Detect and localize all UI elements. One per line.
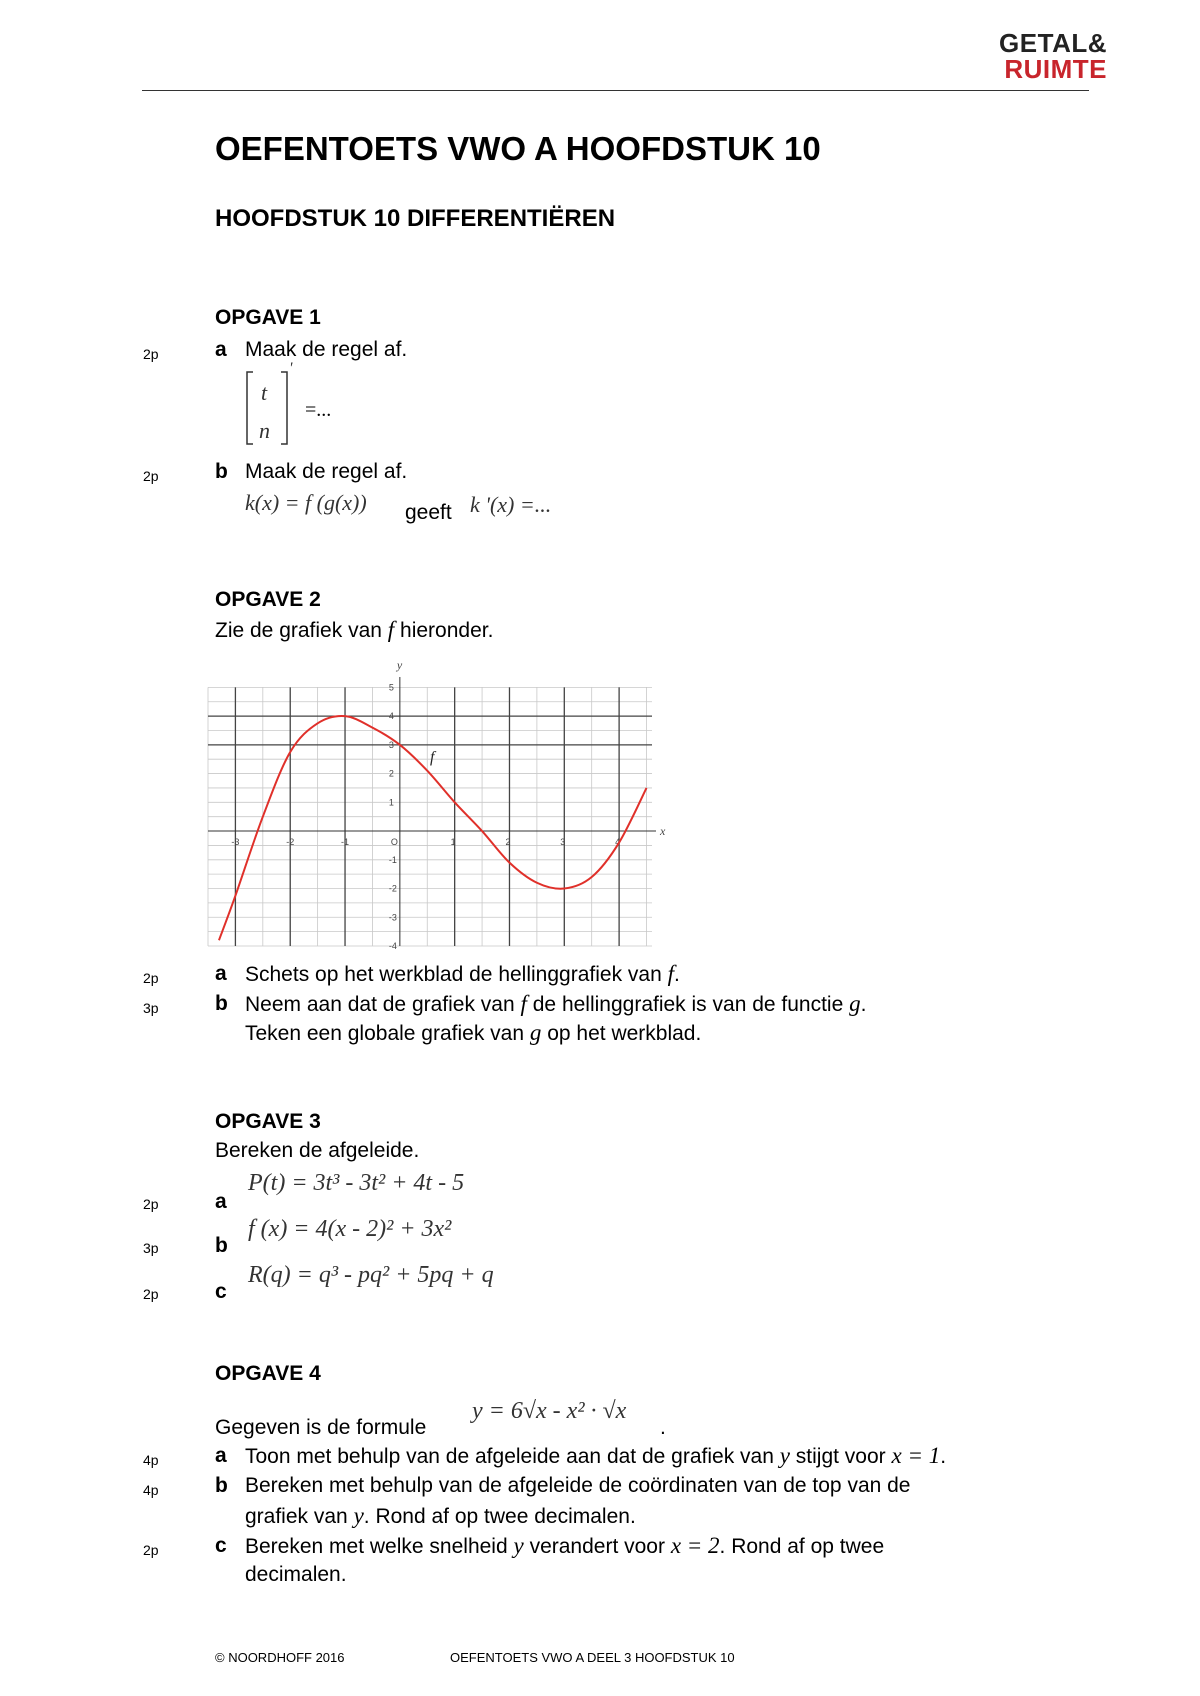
function-graph [200,648,720,953]
formula-denominator: n [259,418,270,443]
opgave3b-letter: b [215,1234,228,1257]
opgave3a-formula: P(t) = 3t³ - 3t² + 4t - 5 [248,1170,465,1196]
opgave4c-letter: c [215,1534,227,1557]
x-tick-label: 4 [615,837,621,848]
opgave4b-letter: b [215,1474,228,1497]
opgave3b-formula: f (x) = 4(x - 2)² + 3x² [248,1216,452,1242]
chain-rule-mid: geeft [405,501,452,524]
y-axis-label: y [396,658,403,672]
formula-prime: ' [289,360,293,377]
opgave4c-text-line2: decimalen. [245,1563,347,1586]
opgave4-formula: y = 6√x - x² · √x [472,1398,627,1424]
opgave4a-letter: a [215,1444,227,1467]
opgave3b-points: 3p [143,1240,159,1256]
opgave2a-text: Schets op het werkblad de hellinggrafiek van f. [245,961,680,986]
opgave4a-points: 4p [143,1452,159,1468]
opgave3a-letter: a [215,1190,227,1213]
series-f-label: f [430,749,435,767]
opgave2b-text-line2: Teken een globale grafiek van g op het werkblad. [245,1020,702,1045]
opgave4a-text: Toon met behulp van de afgeleide aan dat de grafiek van y stijgt voor x = 1. [245,1443,947,1468]
x-tick-label: 3 [560,837,566,848]
header-rule [142,90,1089,91]
opgave1-heading: OPGAVE 1 [215,306,321,329]
opgave2b-text: Neem aan dat de grafiek van f de hellinggrafiek is van de functie g. [245,991,867,1016]
opgave4b-text-line2: grafiek van y. Rond af op twee decimalen. [245,1503,636,1528]
x-tick-label: O [390,837,398,848]
quotient-rule-formula [245,360,385,448]
x-tick-label: -2 [286,837,295,848]
opgave3a-points: 2p [143,1196,159,1212]
opgave4-formula-end: . [660,1416,666,1439]
chain-rule-left: k(x) = f (g(x)) [245,490,367,515]
opgave4b-points: 4p [143,1482,159,1498]
opgave3c-letter: c [215,1280,227,1303]
opgave2b-letter: b [215,992,228,1015]
y-tick-label: 1 [388,797,394,808]
opgave1b-text: Maak de regel af. [245,460,408,483]
chain-rule-right: k '(x) =... [470,492,552,517]
opgave1a-text: Maak de regel af. [245,338,408,361]
opgave4c-points: 2p [143,1542,159,1558]
y-tick-label: 3 [388,739,394,750]
y-tick-label: -4 [388,941,397,951]
x-tick-label: -3 [231,837,240,848]
y-tick-label: -2 [388,883,397,894]
opgave2b-points: 3p [143,1000,159,1016]
opgave4-intro: Gegeven is de formule [215,1416,427,1439]
opgave4b-text: Bereken met behulp van de afgeleide de coördinaten van de top van de [245,1474,911,1497]
chapter-subtitle: HOOFDSTUK 10 DIFFERENTIËREN [215,205,616,232]
y-tick-label: -1 [388,854,397,865]
page-title: OEFENTOETS VWO A HOOFDSTUK 10 [215,130,821,167]
x-axis-label: x [660,824,666,839]
y-tick-label: 4 [388,711,394,722]
publisher-logo: GETAL& RUIMTE [999,28,1107,84]
opgave3-intro: Bereken de afgeleide. [215,1139,420,1162]
opgave1b-points: 2p [143,468,159,484]
graph-axes [208,677,656,946]
formula-tail: =... [305,399,332,421]
footer-document-title: OEFENTOETS VWO A DEEL 3 HOOFDSTUK 10 [450,1650,735,1665]
opgave3-heading: OPGAVE 3 [215,1110,321,1133]
y-tick-label: 2 [388,768,394,779]
x-tick-label: 1 [450,837,456,848]
opgave2a-letter: a [215,962,227,985]
opgave4c-text: Bereken met welke snelheid y verandert voor x = 2. Rond af op twee [245,1533,885,1558]
opgave1b-letter: b [215,460,228,483]
opgave3c-formula: R(q) = q³ - pq² + 5pq + q [248,1262,494,1288]
opgave3c-points: 2p [143,1286,159,1302]
opgave4-heading: OPGAVE 4 [215,1362,321,1385]
x-tick-label: -1 [341,837,350,848]
graph-grid [208,687,652,946]
opgave2-heading: OPGAVE 2 [215,588,321,611]
opgave1a-points: 2p [143,346,159,362]
opgave2a-points: 2p [143,970,159,986]
opgave2-intro: Zie de grafiek van f hieronder. [215,617,494,642]
footer-copyright: © NOORDHOFF 2016 [215,1650,345,1665]
opgave1a-letter: a [215,338,227,361]
formula-numerator: t [261,380,268,405]
y-tick-label: -3 [388,912,397,923]
y-tick-label: 5 [388,682,394,693]
x-tick-label: 2 [505,837,511,848]
